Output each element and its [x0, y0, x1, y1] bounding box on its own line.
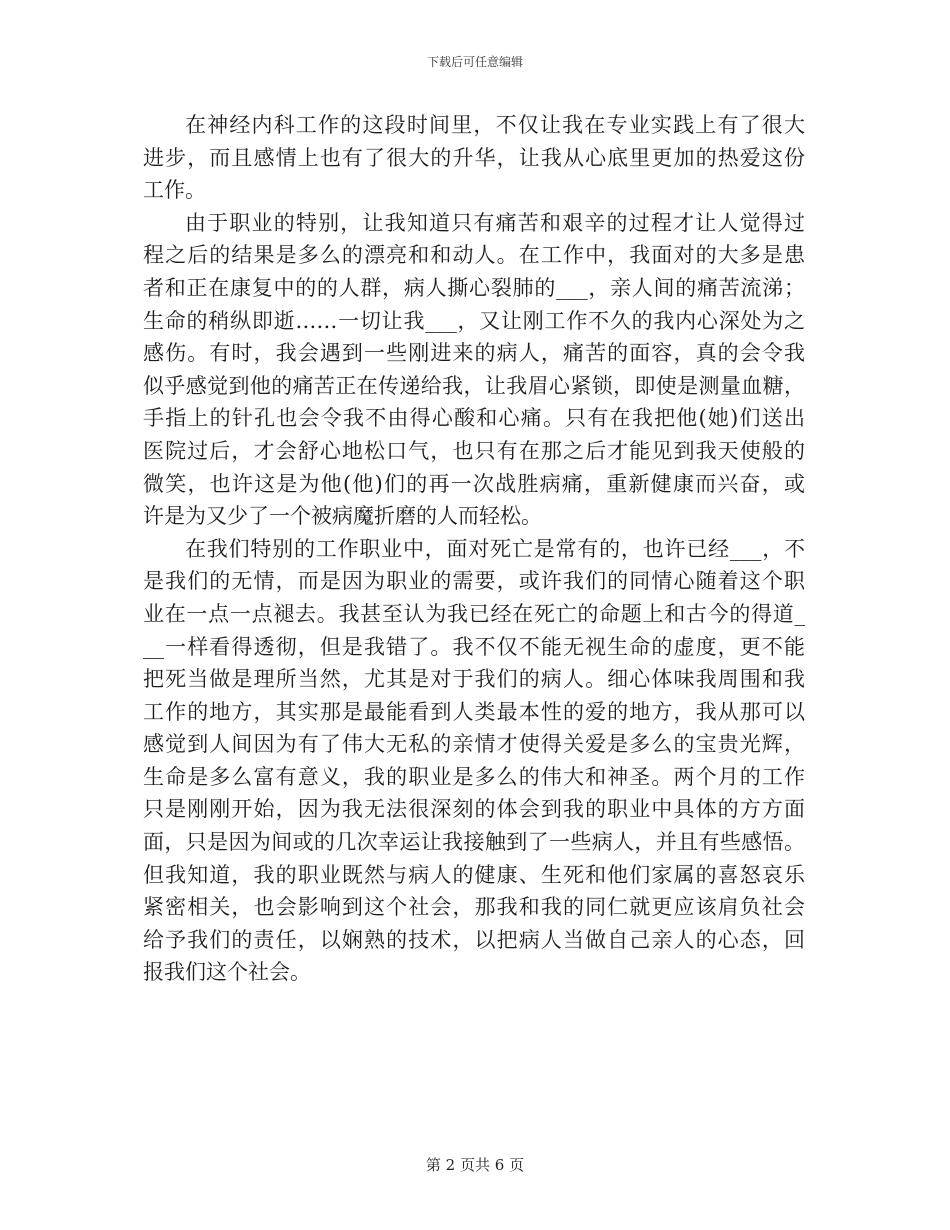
text-line: 把死当做是理所当然，尤其是对于我们的病人。细心体味我周围和我 [143, 667, 805, 692]
text-line: 在我们特别的工作职业中，面对死亡是常有的，也许已经___，不 [185, 536, 805, 561]
text-line: 许是为又少了一个被病魔折磨的人而轻松。 [143, 504, 542, 529]
text-line: 报我们这个社会。 [143, 960, 311, 985]
paragraph-1 [143, 109, 805, 207]
text-line: __一样看得透彻，但是我错了。我不仅不能无视生命的虚度，更不能 [143, 634, 805, 659]
text-line: 手指上的针孔也会令我不由得心酸和心痛。只有在我把他(她)们送出 [143, 406, 805, 431]
text-line: 者和正在康复中的的人群，病人撕心裂肺的___，亲人间的痛苦流涕； [143, 275, 805, 300]
text-line: 紧密相关，也会影响到这个社会，那我和我的同仁就更应该肩负社会 [143, 895, 805, 920]
text-line: 感觉到人间因为有了伟大无私的亲情才使得关爱是多么的宝贵光辉， [143, 732, 805, 757]
text-line: 由于职业的特别，让我知道只有痛苦和艰辛的过程才让人觉得过 [185, 210, 805, 235]
paragraph-3 [143, 533, 805, 989]
document-body [143, 109, 805, 989]
text-line: 面，只是因为间或的几次幸运让我接触到了一些病人，并且有些感悟。 [143, 830, 805, 855]
page-header-note: 下载后可任意编辑 [426, 55, 523, 69]
page-number: 第 2 页共 6 页 [425, 1156, 525, 1174]
text-line: 工作。 [143, 178, 206, 203]
text-line: 只是刚刚开始，因为我无法很深刻的体会到我的职业中具体的方方面 [143, 797, 805, 822]
text-line: 似乎感觉到他的痛苦正在传递给我，让我眉心紧锁，即使是测量血糖， [143, 373, 805, 398]
paragraph-2 [143, 207, 805, 533]
text-line: 给予我们的责任，以娴熟的技术，以把病人当做自己亲人的心态，回 [143, 927, 805, 952]
text-line: 微笑，也许这是为他(他)们的再一次战胜病痛，重新健康而兴奋，或 [143, 471, 805, 496]
text-line: 生命是多么富有意义，我的职业是多么的伟大和神圣。两个月的工作 [143, 764, 805, 789]
text-line: 是我们的无情，而是因为职业的需要，或许我们的同情心随着这个职 [143, 569, 805, 594]
text-line: 工作的地方，其实那是最能看到人类最本性的爱的地方，我从那可以 [143, 699, 805, 724]
text-line: 但我知道，我的职业既然与病人的健康、生死和他们家属的喜怒哀乐 [143, 862, 805, 887]
text-line: 进步，而且感情上也有了很大的升华，让我从心底里更加的热爱这份 [143, 145, 805, 170]
text-line: 在神经内科工作的这段时间里，不仅让我在专业实践上有了很大 [185, 113, 805, 137]
text-line: 程之后的结果是多么的漂亮和和动人。在工作中，我面对的大多是患 [143, 243, 805, 268]
text-line: 医院过后，才会舒心地松口气，也只有在那之后才能见到我天使般的 [143, 438, 805, 463]
text-line: 生命的稍纵即逝……一切让我___，又让刚工作不久的我内心深处为之 [143, 308, 805, 333]
text-line: 业在一点一点褪去。我甚至认为我已经在死亡的命题上和古今的得道_ [143, 601, 805, 626]
text-line: 感伤。有时，我会遇到一些刚进来的病人，痛苦的面容，真的会令我 [143, 341, 805, 366]
